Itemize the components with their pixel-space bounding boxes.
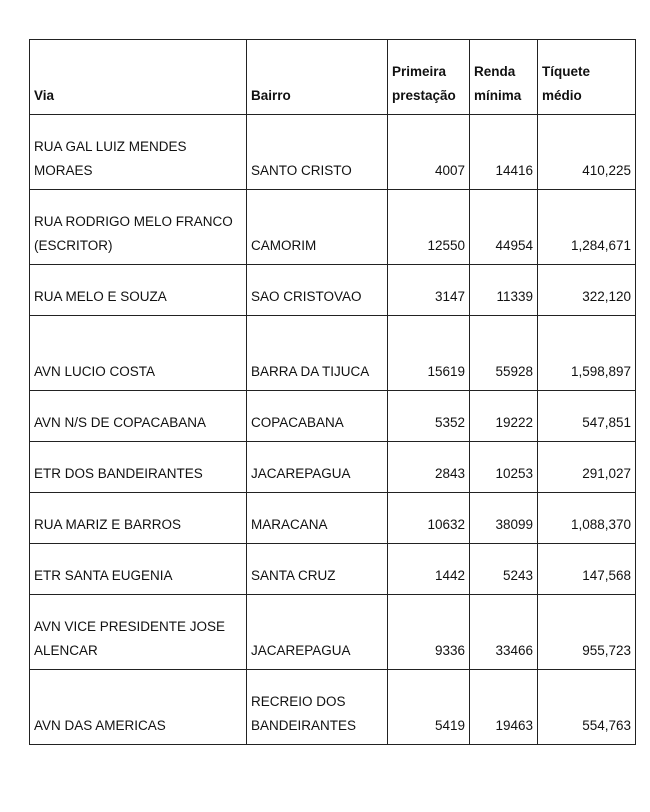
cell-via: AVN DAS AMERICAS bbox=[30, 670, 247, 745]
header-tiquete-medio: Tíquete médio bbox=[538, 40, 636, 115]
cell-bairro: SANTA CRUZ bbox=[247, 544, 388, 595]
cell-via: RUA MELO E SOUZA bbox=[30, 265, 247, 316]
cell-via: RUA MARIZ E BARROS bbox=[30, 493, 247, 544]
cell-primeira: 3147 bbox=[388, 265, 470, 316]
cell-primeira: 1442 bbox=[388, 544, 470, 595]
cell-tiquete: 410,225 bbox=[538, 115, 636, 190]
table-row bbox=[30, 316, 636, 391]
cell-primeira: 10632 bbox=[388, 493, 470, 544]
cell-via: ETR SANTA EUGENIA bbox=[30, 544, 247, 595]
cell-primeira: 5419 bbox=[388, 670, 470, 745]
cell-renda: 33466 bbox=[470, 595, 538, 670]
cell-tiquete: 547,851 bbox=[538, 391, 636, 442]
cell-renda: 19222 bbox=[470, 391, 538, 442]
cell-tiquete: 1,284,671 bbox=[538, 190, 636, 265]
cell-bairro: COPACABANA bbox=[247, 391, 388, 442]
table-row bbox=[30, 190, 636, 265]
cell-bairro: RECREIO DOS BANDEIRANTES bbox=[247, 670, 388, 745]
cell-renda: 5243 bbox=[470, 544, 538, 595]
cell-tiquete: 1,598,897 bbox=[538, 316, 636, 391]
header-renda-minima: Renda mínima bbox=[470, 40, 538, 115]
data-table bbox=[29, 39, 636, 745]
table-row bbox=[30, 265, 636, 316]
cell-bairro: MARACANA bbox=[247, 493, 388, 544]
table-row bbox=[30, 115, 636, 190]
cell-via: RUA GAL LUIZ MENDES MORAES bbox=[30, 115, 247, 190]
cell-renda: 55928 bbox=[470, 316, 538, 391]
table-row bbox=[30, 595, 636, 670]
cell-tiquete: 291,027 bbox=[538, 442, 636, 493]
table-row bbox=[30, 391, 636, 442]
header-primeira-prestacao: Primeira prestação bbox=[388, 40, 470, 115]
cell-bairro: SAO CRISTOVAO bbox=[247, 265, 388, 316]
cell-primeira: 5352 bbox=[388, 391, 470, 442]
cell-via: RUA RODRIGO MELO FRANCO (ESCRITOR) bbox=[30, 190, 247, 265]
cell-primeira: 4007 bbox=[388, 115, 470, 190]
cell-primeira: 2843 bbox=[388, 442, 470, 493]
cell-renda: 38099 bbox=[470, 493, 538, 544]
cell-tiquete: 955,723 bbox=[538, 595, 636, 670]
cell-via: AVN N/S DE COPACABANA bbox=[30, 391, 247, 442]
cell-primeira: 12550 bbox=[388, 190, 470, 265]
cell-renda: 19463 bbox=[470, 670, 538, 745]
table-row bbox=[30, 493, 636, 544]
cell-bairro: CAMORIM bbox=[247, 190, 388, 265]
cell-via: AVN VICE PRESIDENTE JOSE ALENCAR bbox=[30, 595, 247, 670]
header-bairro: Bairro bbox=[247, 40, 388, 115]
cell-primeira: 9336 bbox=[388, 595, 470, 670]
cell-renda: 14416 bbox=[470, 115, 538, 190]
cell-bairro: SANTO CRISTO bbox=[247, 115, 388, 190]
cell-tiquete: 147,568 bbox=[538, 544, 636, 595]
cell-renda: 10253 bbox=[470, 442, 538, 493]
cell-bairro: JACAREPAGUA bbox=[247, 595, 388, 670]
cell-renda: 11339 bbox=[470, 265, 538, 316]
cell-tiquete: 554,763 bbox=[538, 670, 636, 745]
cell-renda: 44954 bbox=[470, 190, 538, 265]
cell-tiquete: 1,088,370 bbox=[538, 493, 636, 544]
header-row bbox=[30, 40, 636, 115]
cell-bairro: BARRA DA TIJUCA bbox=[247, 316, 388, 391]
cell-tiquete: 322,120 bbox=[538, 265, 636, 316]
header-via: Via bbox=[30, 40, 247, 115]
cell-via: ETR DOS BANDEIRANTES bbox=[30, 442, 247, 493]
table-row bbox=[30, 544, 636, 595]
cell-via: AVN LUCIO COSTA bbox=[30, 316, 247, 391]
cell-bairro: JACAREPAGUA bbox=[247, 442, 388, 493]
table-row bbox=[30, 442, 636, 493]
cell-primeira: 15619 bbox=[388, 316, 470, 391]
table-row bbox=[30, 670, 636, 745]
